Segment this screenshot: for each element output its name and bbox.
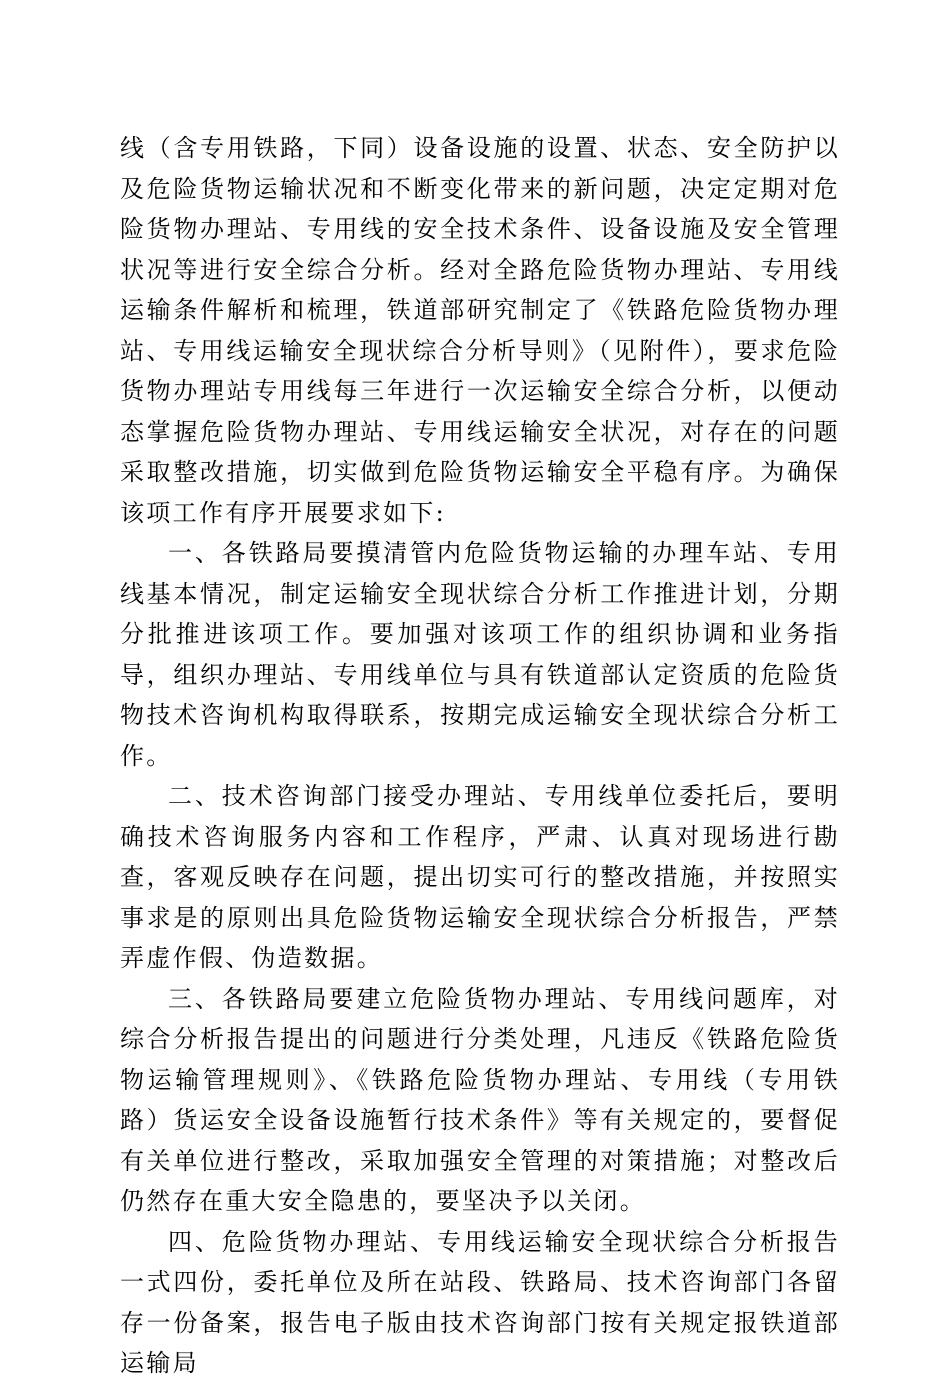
intro-paragraph: 线（含专用铁路，下同）设备设施的设置、状态、安全防护以及危险货物运输状况和不断变化带来的新问题，决定定期对危险货物办理站、专用线的安全技术条件、设备设施及安全管理状况等进行安全综合分析。经对全路危险货物办理站、专用线运输条件解析和梳理，铁道部研究制定了《铁路危险货物办理站、专用线运输安全现状综合分析导则》（见附件），要求危险货物办理站专用线每三年进行一次运输安全综合分析，以便动态掌握危险货物办理站、专用线运输安全状况，对存在的问题采取整改措施，切实做到危险货物运输安全平稳有序。为确保该项工作有序开展要求如下: bbox=[120, 134, 840, 527]
item-3-paragraph: 三、各铁路局要建立危险货物办理站、专用线问题库，对综合分析报告提出的问题进行分类处理，凡违反《铁路危险货物运输管理规则》、《铁路危险货物办理站、专用线（专用铁路）货运安全设备设施暂行技术条件》等有关规定的，要督促有关单位进行整改，采取加强安全管理的对策措施；对整改后仍然存在重大安全隐患的，要坚决予以关闭。 bbox=[120, 984, 840, 1215]
item-4-paragraph: 四、危险货物办理站、专用线运输安全现状综合分析报告一式四份，委托单位及所在站段、铁路局、技术咨询部门各留存一份备案，报告电子版由技术咨询部门按有关规定报铁道部运输局 bbox=[120, 1227, 840, 1377]
document-page bbox=[120, 128, 840, 1384]
item-2-paragraph: 二、技术咨询部门接受办理站、专用线单位委托后，要明确技术咨询服务内容和工作程序，严肃、认真对现场进行勘查，客观反映存在问题，提出切实可行的整改措施，并按照实事求是的原则出具危险货物运输安全现状综合分析报告，严禁弄虚作假、伪造数据。 bbox=[120, 782, 840, 972]
item-1-paragraph: 一、各铁路局要摸清管内危险货物运输的办理车站、专用线基本情况，制定运输安全现状综合分析工作推进计划，分期分批推进该项工作。要加强对该项工作的组织协调和业务指导，组织办理站、专用线单位与具有铁道部认定资质的危险货物技术咨询机构取得联系，按期完成运输安全现状综合分析工作。 bbox=[120, 539, 840, 770]
